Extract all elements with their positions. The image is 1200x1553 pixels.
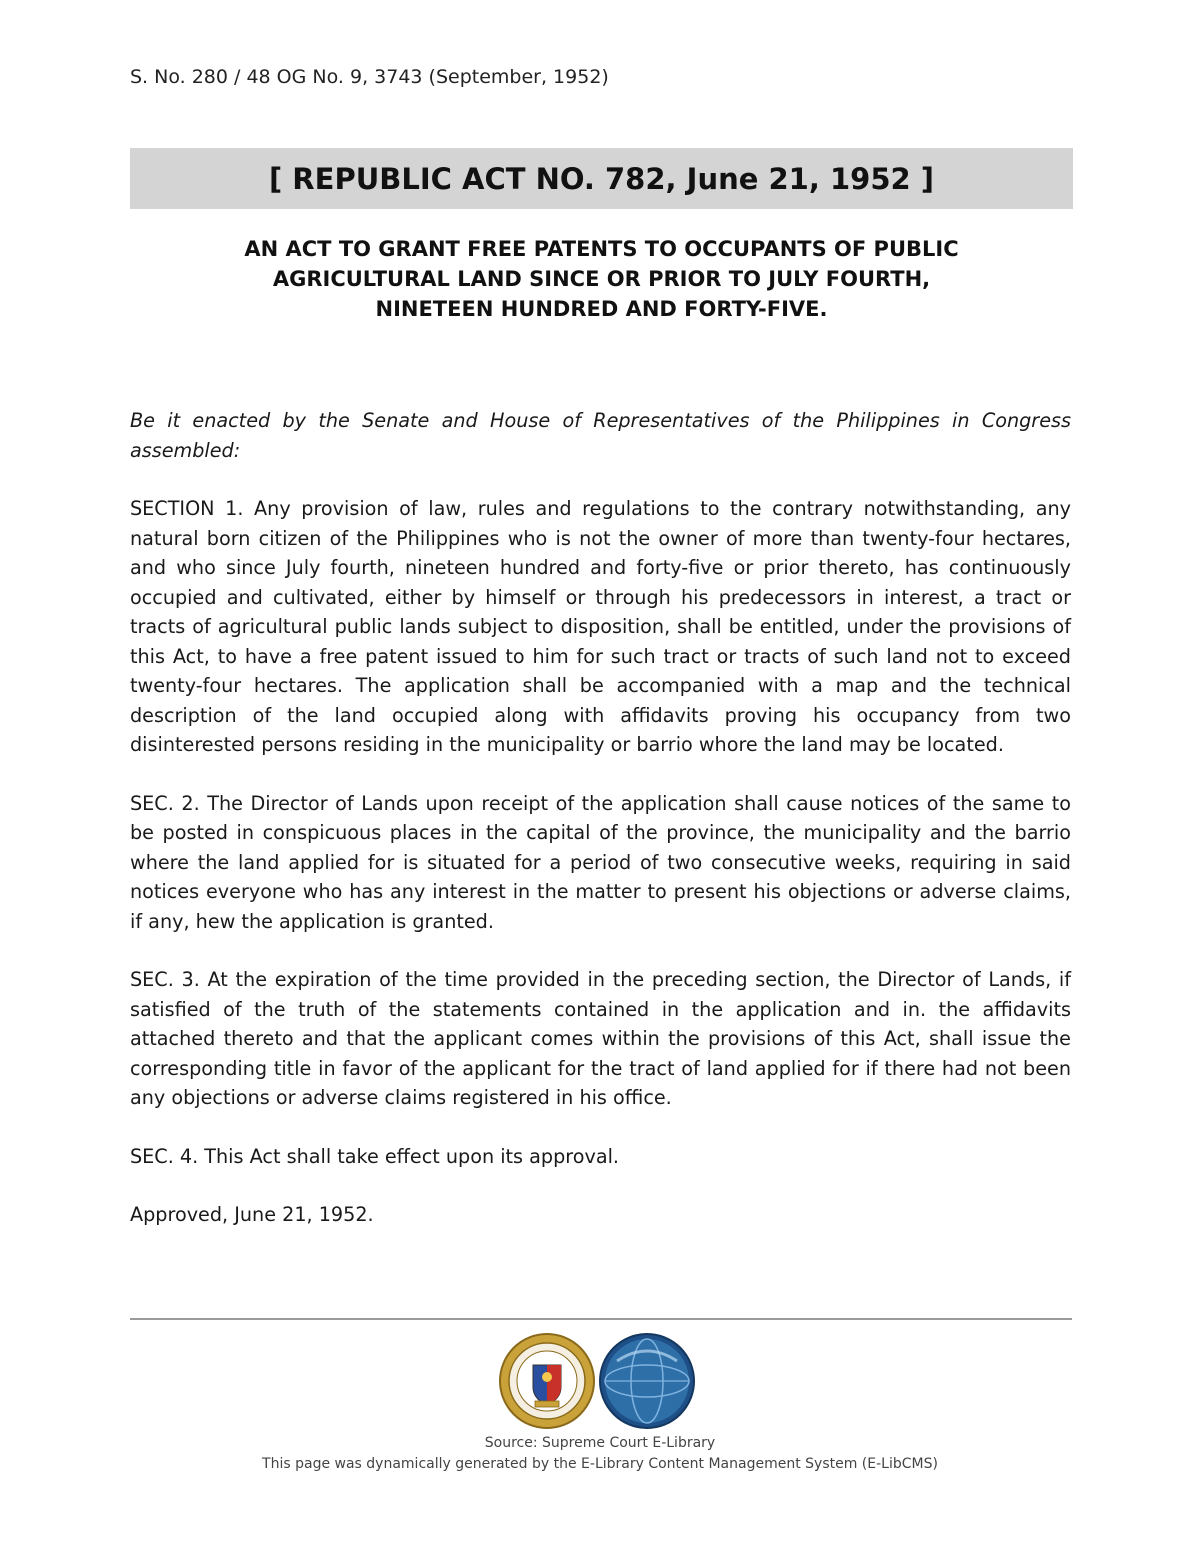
act-title: [ REPUBLIC ACT NO. 782, June 21, 1952 ] (268, 161, 935, 196)
subtitle-line: AN ACT TO GRANT FREE PATENTS TO OCCUPANTS OF PUBLIC (244, 237, 959, 261)
title-banner (130, 148, 1073, 209)
document-reference: S. No. 280 / 48 OG No. 9, 3743 (September, 1952) (130, 66, 609, 88)
section-4: SEC. 4. This Act shall take effect upon its approval. (130, 1144, 620, 1168)
approval-line: Approved, June 21, 1952. (130, 1203, 374, 1226)
act-subtitle (130, 234, 1073, 324)
section-1: SECTION 1. Any provision of law, rules and regulations to the contrary notwithstanding, any natural born citizen of the Philippines who is not the owner of more than twenty-four hectares, and who since July fourth, nineteen hundred and forty-five or prior thereto, has continuously occupied and cultivated, either by himself or through his predecessors in interest, a tract or tracts of agricultural public lands subject to disposition, shall be entitled, under the provisions of this Act, to have a free patent issued to him for such tract or tracts of such land not to exceed twenty-four hectares. The application shall be accompanied with a map and the technical description of the land occupied along with affidavits proving his occupancy from two disinterested persons residing in the municipality or barrio whore the land may be located. (130, 497, 1071, 756)
subtitle-line: NINETEEN HUNDRED AND FORTY-FIVE. (375, 297, 828, 321)
e-library-globe-icon (600, 1334, 694, 1428)
subtitle-line: AGRICULTURAL LAND SINCE OR PRIOR TO JULY FOURTH, (272, 267, 931, 291)
enacting-clause: Be it enacted by the Senate and House of Representatives of the Philippines in Congress assembled: (130, 409, 1071, 462)
footer-divider (130, 1318, 1072, 1320)
section-3: SEC. 3. At the expiration of the time provided in the preceding section, the Director of Lands, if satisfied of the truth of the statements contained in the application and in. the affidavits attached thereto and that the applicant comes within the provisions of this Act, shall issue the corresponding title in favor of the applicant for the tract of land applied for if there had not been any objections or adverse claims registered in his office. (130, 968, 1071, 1109)
act-body (130, 406, 1071, 1259)
footer-logos (497, 1331, 697, 1431)
section-2: SEC. 2. The Director of Lands upon receipt of the application shall cause notices of the same to be posted in conspicuous places in the capital of the province, the municipality and the barrio where the land applied for is situated for a period of two consecutive weeks, requiring in said notices everyone who has any interest in the matter to present his objections or adverse claims, if any, hew the application is granted. (130, 791, 1071, 933)
footer-generated-note: This page was dynamically generated by the E-Library Content Management System (E-LibCMS) (262, 1456, 938, 1472)
supreme-court-seal-icon (500, 1334, 594, 1428)
footer-source: Source: Supreme Court E-Library (484, 1435, 716, 1451)
